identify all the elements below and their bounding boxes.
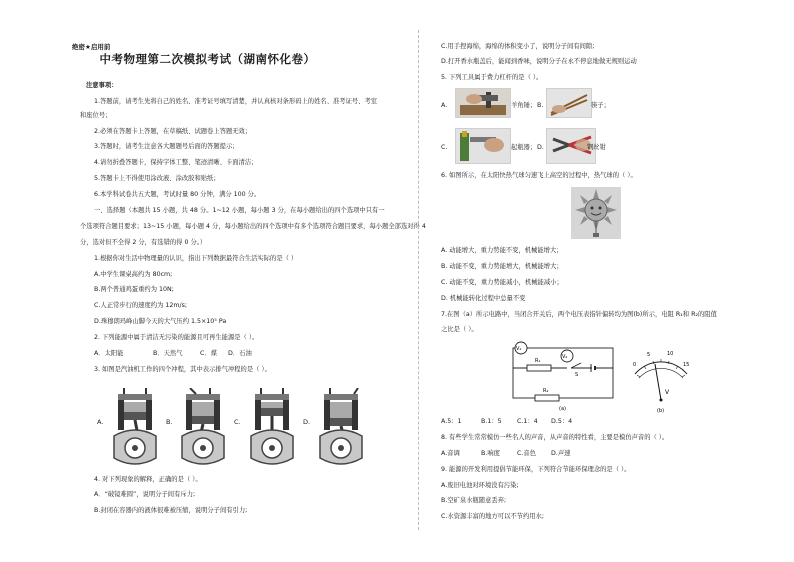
q4-option-b: B.封闭在容器内的液体很难被压缩，说明分子间有引力; [94,507,248,514]
q5-option-a-name: 羊角锤； [511,102,537,109]
q8-option-b: B.响度 [481,450,500,457]
notes-item-4: 4.请勿折叠答题卡，保持字体工整、笔迹清晰、卡面清洁； [94,159,258,166]
engine-stroke-figure-a [104,388,166,470]
engine-stroke-figure-b [172,388,234,470]
circuit-diagram-a [507,338,627,414]
notes-heading: 注意事项： [86,82,118,89]
q6-option-a: A. 动能增大，重力势能不变，机械能增大； [441,247,563,254]
sun-balloon-image [571,187,621,239]
q2-option-b: B．天然气 [153,350,183,357]
resistor-r1-label: R₁ [535,358,541,364]
section1-intro-2: 个选项符合题目要求；13~15 小题，每小题 4 分，每小题给出的四个选项中有多个选项符合题目要求，每小题全部选对得 4 [80,223,426,230]
q5-option-d-label: D. [537,144,544,151]
q5-option-b-name: 筷子； [591,102,610,109]
q3-label-b: B. [166,418,173,426]
notes-item-6: 6.本学科试卷共五大题，考试时量 80 分钟，满分 100 分。 [94,191,261,198]
q7-option-d: D.5：4 [551,418,573,425]
notes-item-3: 3.答题时，请考生注意各大题题号后面的答题提示； [94,143,239,150]
q4-option-c: C.用手捏海绵，海绵的体积变小了，说明分子间有间隙; [441,43,595,50]
bottle-opener-photo [455,128,511,164]
notes-item-2: 2.必须在答题卡上答题，在草稿纸、试题卷上答题无效； [94,128,252,135]
q2-stem: 2. 下列能源中属于清洁无污染的能源且可再生能源是（ ）。 [94,334,259,341]
fig-a-caption: (a) [559,406,566,412]
q9-option-c: C.水资源丰富的地方可以不节约用水; [441,513,544,520]
q9-option-a: A.废旧电池对环境没有污染; [441,482,519,489]
q7-option-b: B.1：5 [481,418,502,425]
dial-unit-v: V [665,389,670,396]
q6-option-d: D. 机械能转化过程中总量不变 [441,295,526,302]
q5-option-b-label: B. [537,102,544,109]
hammer-photo [455,88,511,118]
q1-option-b: B.两个普通鸡蛋重约为 10N; [94,286,174,293]
voltmeter-dial-b [625,342,697,414]
dial-tick-5: 5 [647,352,651,358]
q8-option-d: D.声速 [551,450,571,457]
q7-stem-1: 7.在图（a）所示电路中，当闭合开关后，两个电压表指针偏转均为图(b)所示，电阻 R₁和 R₂的阻值 [441,311,717,318]
q5-option-c-label: C. [441,144,448,151]
notes-item-5: 5.答题卡上不得使用涂改液、涂改胶和贴纸； [94,175,220,182]
q3-stem: 3. 如图是汽油机工作的四个冲程，其中表示排气冲程的是（ ）。 [94,366,271,373]
switch-s-label: S [575,372,579,378]
q7-option-a: A.5：1 [441,418,462,425]
q1-option-d: D.珠穆朗玛峰山脚今天的大气压约 1.5×10⁵ Pa [94,318,227,325]
q4-stem: 4. 对下列现象的解释，正确的是（ ）。 [94,476,202,483]
q6-option-c: C. 动能不变，重力势能减小，机械能减小； [441,279,563,286]
q8-option-a: A.音调 [441,450,460,457]
column-divider [418,30,419,530]
q2-option-c: C．煤 [200,350,217,357]
engine-stroke-figure-d [310,388,372,470]
resistor-r2-label: R₂ [543,388,549,394]
q7-option-c: C.1：4 [517,418,538,425]
q5-option-d-name: 钢丝钳 [587,144,606,151]
q2-option-d: D．石油 [228,350,252,357]
q5-stem: 5. 下列工具属于费力杠杆的是（ ）。 [441,74,543,81]
notes-item-1b: 和座位号； [80,112,112,119]
notes-item-1a: 1.答题前，请考生先将自己的姓名、准考证号填写清楚，并认真核对条形码上的姓名、准考证号、考室 [94,98,378,105]
dial-tick-0: 0 [633,362,637,368]
q3-label-a: A. [97,418,104,426]
q6-option-b: B. 动能不变，重力势能增大，机械能增大； [441,263,563,270]
q3-label-d: D. [303,418,311,426]
q9-stem: 9. 能源的开发利用提倡节能环保，下列符合节能环保理念的是（ ）。 [441,466,631,473]
q5-option-c-name: 起瓶器； [511,144,537,151]
q1-option-c: C.人正常步行的速度约为 12m/s; [94,302,188,309]
q5-option-a-label: A. [441,102,448,109]
dial-tick-10: 10 [667,351,674,357]
q4-option-d: D.打开香水瓶盖后，能闻到香味，说明分子在永不停息地做无规则运动 [441,58,637,65]
q8-stem: 8. 有些学生常常模仿一些名人的声音，从声音的特性看，主要是模仿声音的（ ）。 [441,434,669,441]
dial-tick-15: 15 [683,362,690,368]
q1-option-a: A.中学生课桌高约为 80cm; [94,271,173,278]
q9-option-b: B.空矿泉水瓶随意丢弃; [441,497,507,504]
engine-stroke-figure-c [241,388,303,470]
q3-label-c: C. [234,418,241,426]
voltmeter-v2-label: V₂ [562,354,568,360]
q1-stem: 1.根据你对生活中物理量的认识，指出下列数据最符合生活实际的是（ ） [94,255,298,262]
q8-option-c: C.音色 [517,450,536,457]
page-title: 中考物理第二次模拟考试（湖南怀化卷） [99,52,316,66]
section1-intro-1: 一、选择题（本题共 15 小题，共 48 分。1~12 小题，每小题 3 分，在每小题给出的四个选项中只有一 [94,207,385,214]
q7-stem-2: 之比是（ ）。 [441,326,478,333]
q2-option-a: A．太阳能 [94,350,124,357]
chopsticks-photo [546,88,592,118]
section1-intro-3: 分，选对但不全得 2 分，有选错的得 0 分。） [80,239,207,246]
q4-option-a: A．“破镜难圆”，说明分子间有斥力; [94,491,196,498]
secret-mark: 绝密★启用前 [72,43,111,51]
voltmeter-v1-label: V₁ [516,346,522,352]
q6-stem: 6. 如图所示，在太阳快热气球匀速飞上高空的过程中，热气球的（ ）。 [441,172,637,179]
fig-b-caption: (b) [657,408,665,414]
